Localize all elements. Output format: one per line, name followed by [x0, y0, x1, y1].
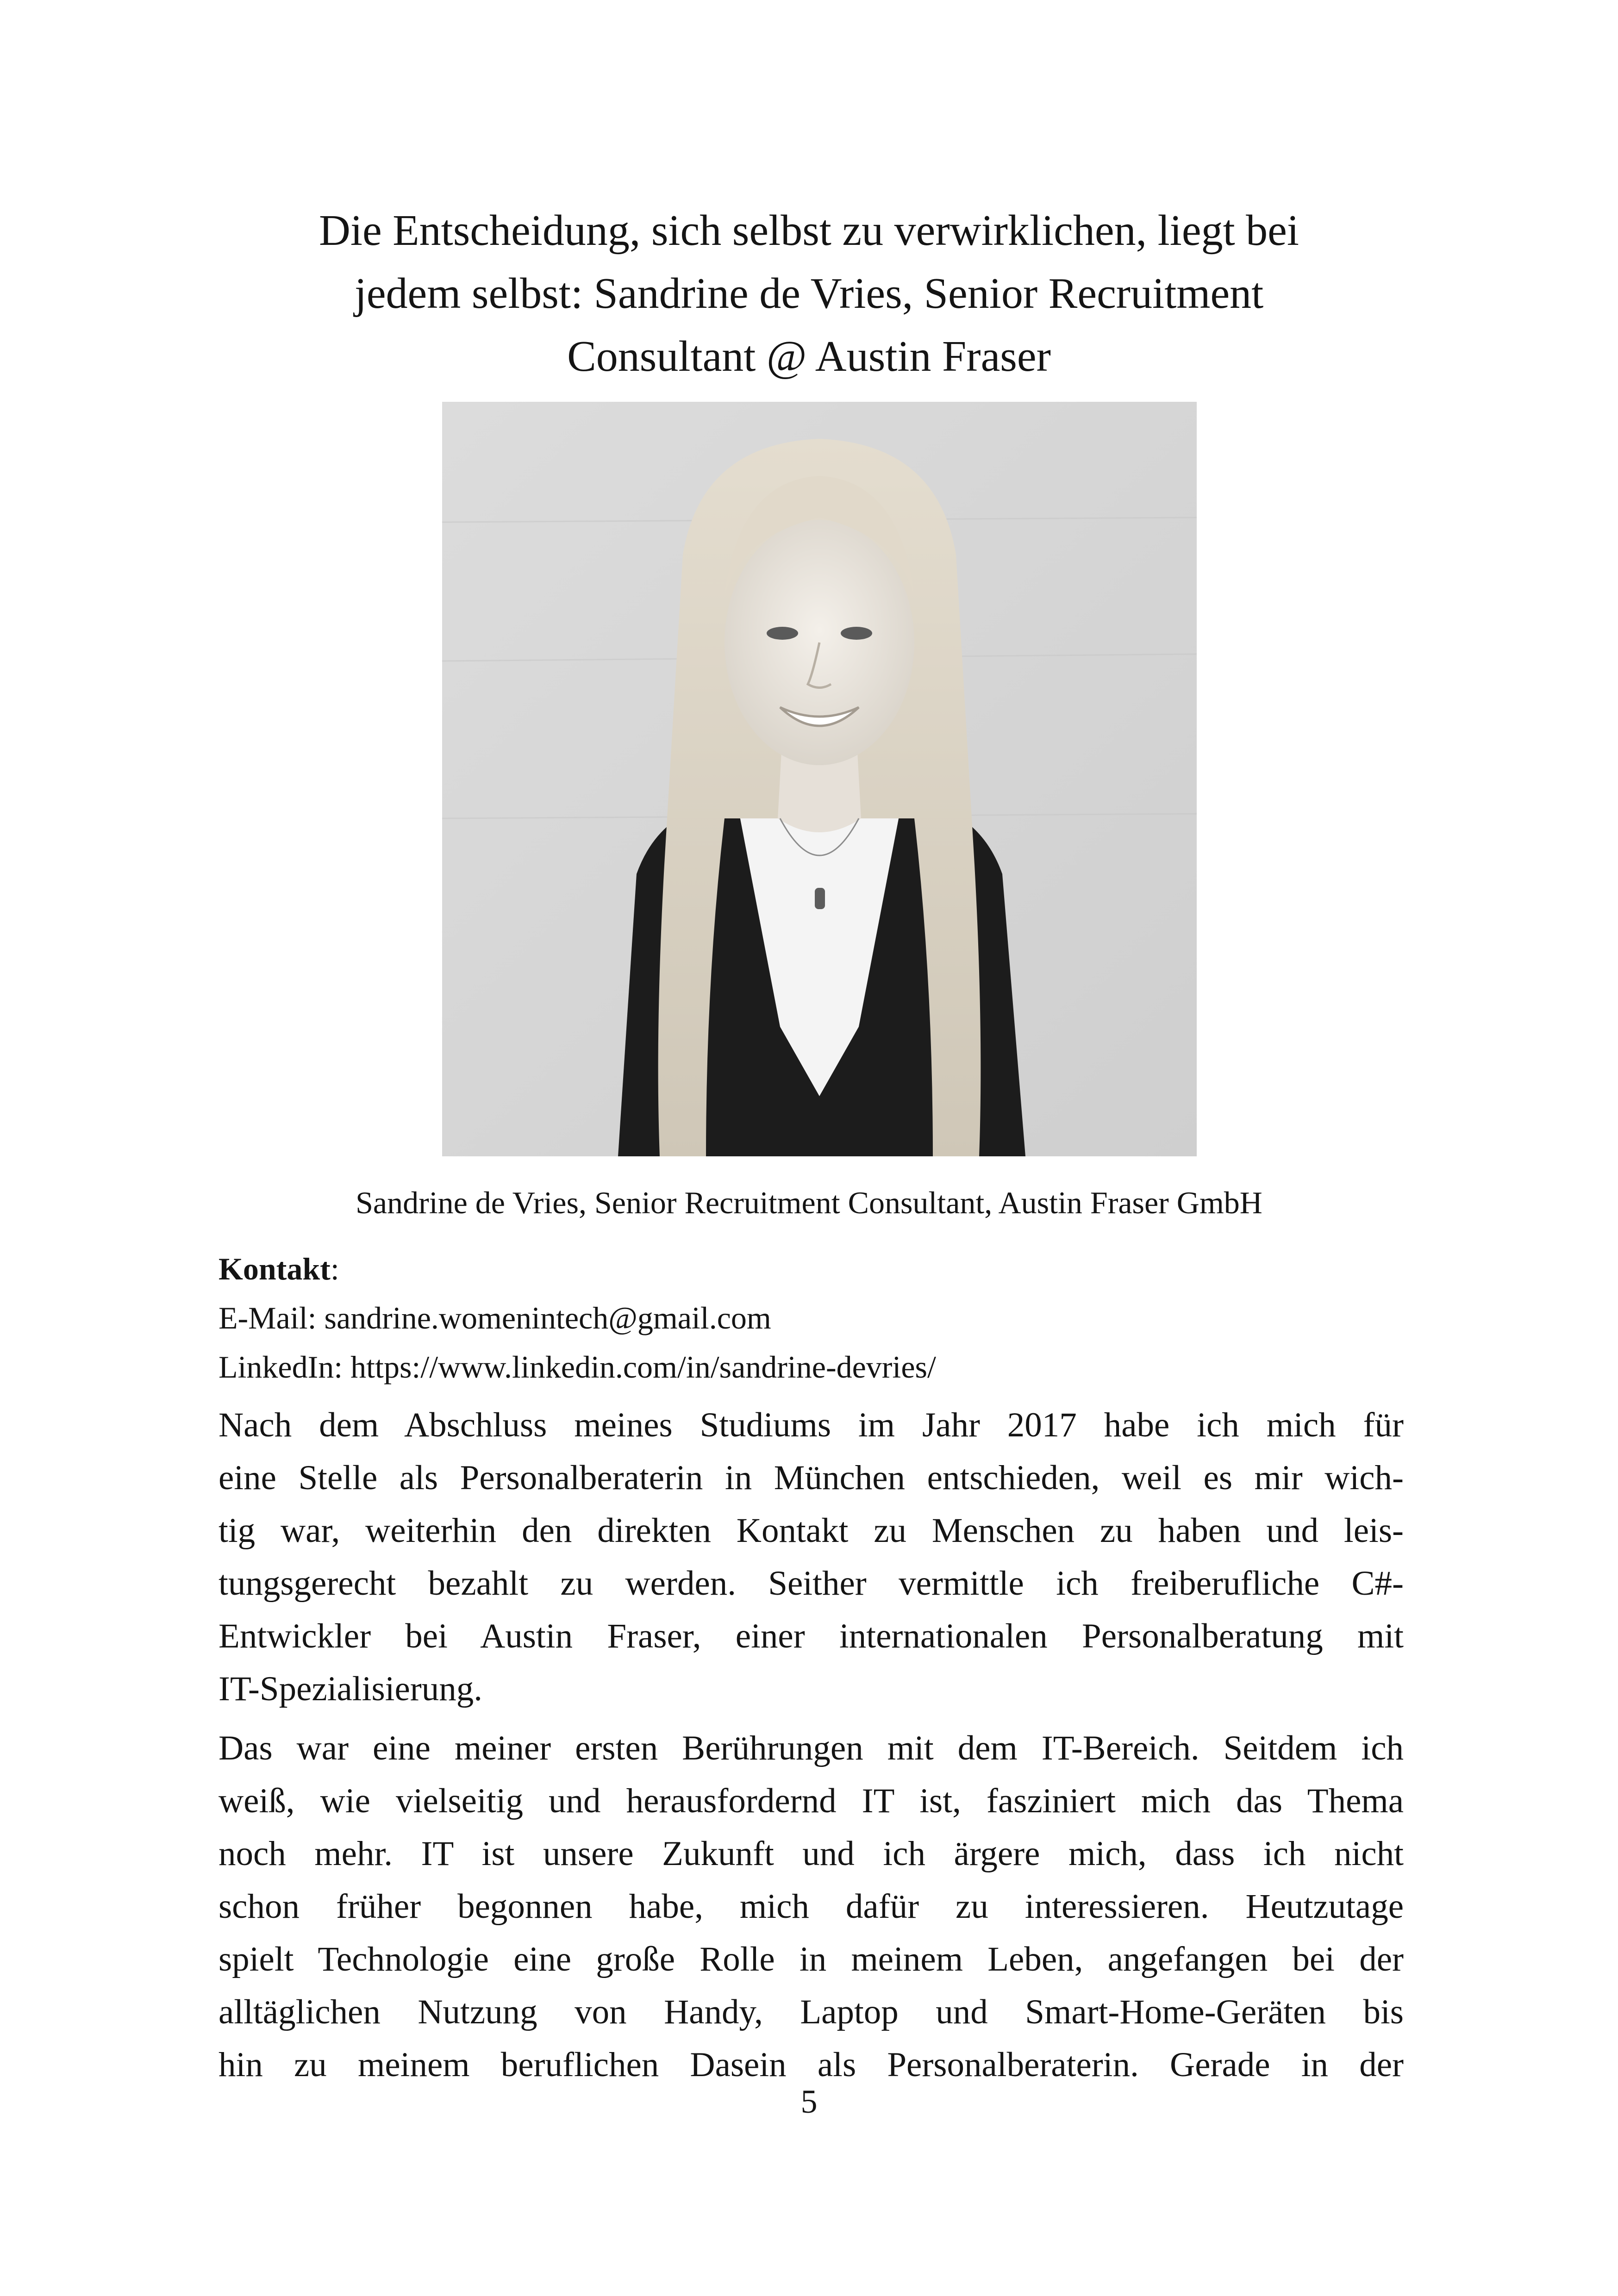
portrait-photo — [442, 402, 1197, 1156]
text-line: Das war eine meiner ersten Berührungen mit dem IT-Bereich. Seitdem ich — [219, 1729, 1404, 1767]
text-line: Nach dem Abschluss meines Studiums im Jahr 2017 habe ich mich für — [219, 1406, 1404, 1444]
text-line: weiß, wie vielseitig und herausfordernd IT ist, fasziniert mich das Thema — [219, 1782, 1404, 1820]
contact-heading-row — [219, 1244, 1404, 1293]
text-line: tig war, weiterhin den direkten Kontakt zu Menschen zu haben und leis- — [219, 1511, 1404, 1550]
body-paragraph-1 — [219, 1399, 1404, 1716]
text-line: hin zu meinem beruflichen Dasein als Personalberaterin. Gerade in der — [219, 2046, 1404, 2084]
text-line: alltäglichen Nutzung von Handy, Laptop und Smart-Home-Geräten bis — [219, 1993, 1404, 2031]
linkedin-label: LinkedIn: — [219, 1349, 351, 1385]
text-line: IT-Spezialisierung. — [219, 1670, 483, 1708]
linkedin-link[interactable]: https://www.linkedin.com/in/sandrine-devries/ — [350, 1349, 936, 1385]
body-paragraph-2 — [219, 1722, 1404, 2091]
contact-heading-colon: : — [330, 1251, 339, 1286]
email-link[interactable]: sandrine.womenintech@gmail.com — [324, 1300, 771, 1335]
text-line: tungsgerecht bezahlt zu werden. Seither vermittle ich freiberufliche C#- — [219, 1564, 1404, 1603]
title-line: jedem selbst: Sandrine de Vries, Senior Recruitment — [354, 269, 1264, 318]
email-row — [219, 1293, 1404, 1342]
text-line: schon früher begonnen habe, mich dafür zu interessieren. Heutzutage — [219, 1887, 1404, 1926]
contact-block — [219, 1244, 1404, 1391]
email-label: E-Mail: — [219, 1300, 325, 1335]
contact-heading: Kontakt — [219, 1251, 331, 1286]
text-line: noch mehr. IT ist unsere Zukunft und ich ärgere mich, dass ich nicht — [219, 1834, 1404, 1873]
linkedin-row — [219, 1342, 1404, 1391]
photo-caption: Sandrine de Vries, Senior Recruitment Consultant, Austin Fraser GmbH — [356, 1185, 1262, 1220]
title-line: Consultant @ Austin Fraser — [567, 332, 1051, 381]
article-title — [218, 199, 1400, 388]
title-line: Die Entscheidung, sich selbst zu verwirklichen, liegt bei — [319, 206, 1299, 255]
text-line: eine Stelle als Personalberaterin in München entschieden, weil es mir wich- — [219, 1459, 1404, 1497]
page-number: 5 — [800, 2083, 818, 2120]
text-line: Entwickler bei Austin Fraser, einer internationalen Personalberatung mit — [219, 1617, 1404, 1655]
text-line: spielt Technologie eine große Rolle in meinem Leben, angefangen bei der — [219, 1940, 1404, 1978]
